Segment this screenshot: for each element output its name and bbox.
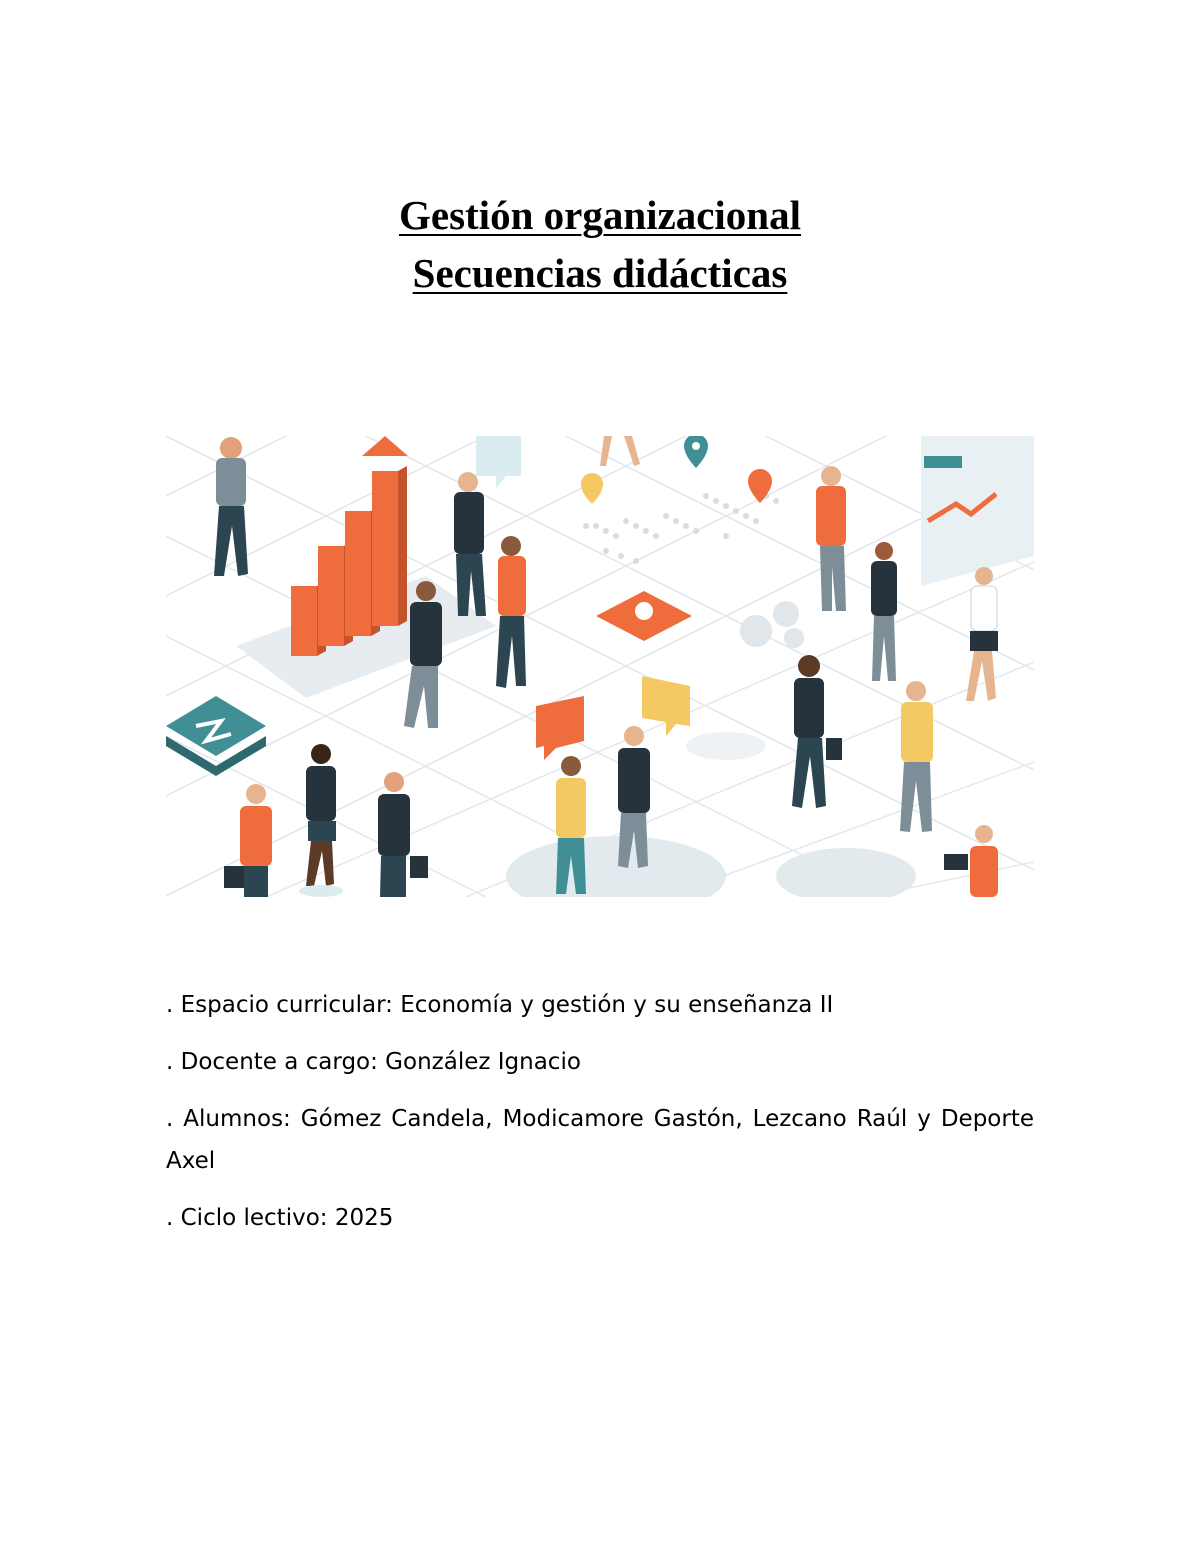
document-title <box>0 186 1200 302</box>
detail-students: . Alumnos: Gómez Candela, Modicamore Gastón, Lezcano Raúl y Deporte Axel <box>166 1106 1034 1174</box>
title-line-1: Gestión organizacional <box>398 192 801 238</box>
document-details <box>166 984 1034 1254</box>
detail-school-year: . Ciclo lectivo: 2025 <box>166 1205 394 1231</box>
bar-chart-graphic <box>291 436 408 656</box>
cover-illustration <box>166 436 1034 897</box>
detail-teacher: . Docente a cargo: González Ignacio <box>166 1049 581 1075</box>
detail-curricular-space: . Espacio curricular: Economía y gestión y su enseñanza II <box>166 992 834 1018</box>
title-line-2: Secuencias didácticas <box>412 250 788 296</box>
